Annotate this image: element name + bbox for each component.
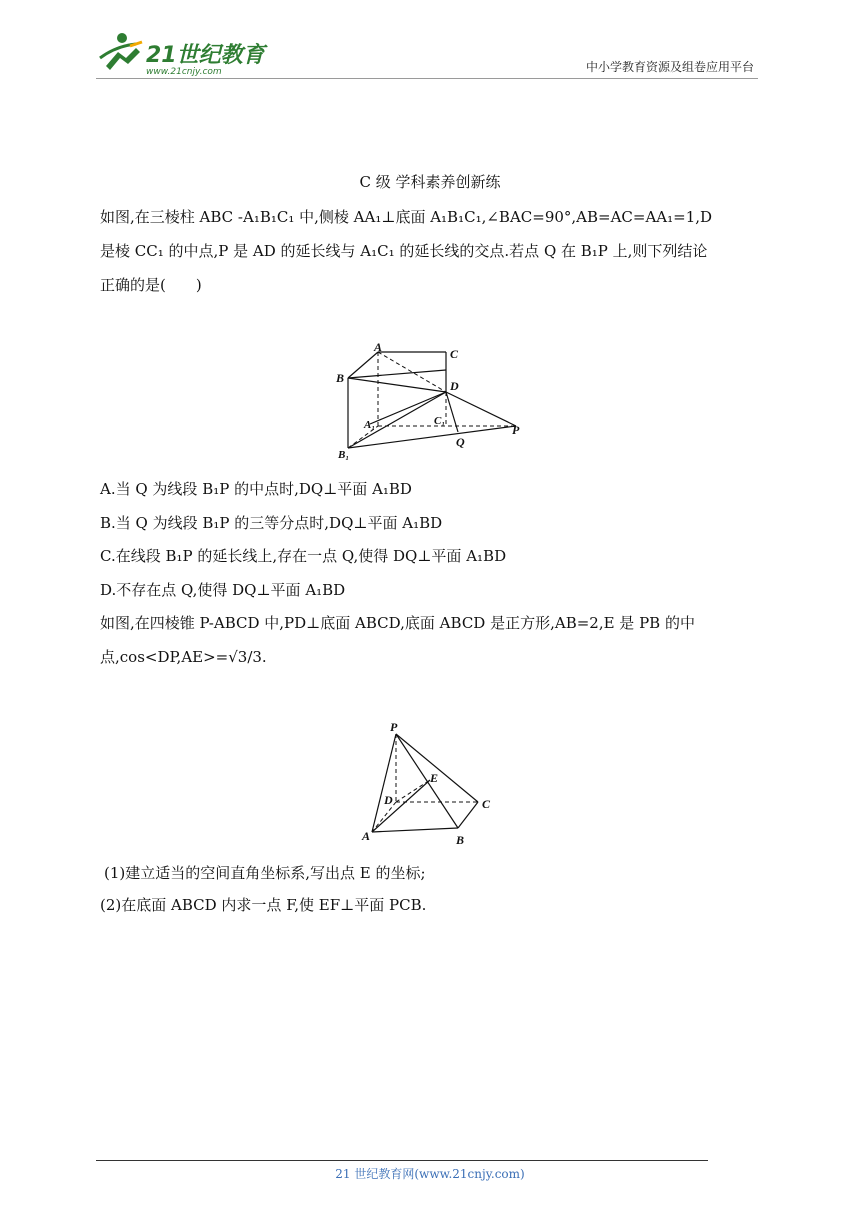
fig15-label-P: P [512, 423, 520, 437]
fig15-label-Q: Q [456, 435, 465, 449]
logo-21cnjy [96, 28, 296, 78]
fig16-label-P: P [390, 720, 398, 734]
q15-stem-line3: 正确的是( ) [100, 276, 202, 294]
q15-stem [100, 200, 760, 302]
fig15-label-A: A [374, 340, 383, 354]
fig16-label-C: C [482, 797, 491, 811]
q15-stem-line1: 如图,在三棱柱 ABC -A₁B₁C₁ 中,侧棱 AA₁⊥底面 A₁B₁C₁,∠BAC=90°,AB=AC=AA₁=1,D [100, 208, 713, 226]
fig16-label-B: B [456, 833, 465, 847]
logo-main-text: 21世纪教育 [146, 43, 265, 68]
fig15-label-D: D [450, 379, 459, 393]
fig15-label-B: B [336, 371, 345, 385]
header-platform-text: 中小学教育资源及组卷应用平台 [585, 60, 754, 74]
q16-sub2: (2)在底面 ABCD 内求一点 F,使 EF⊥平面 PCB. [100, 896, 427, 914]
fig15-label-B1: B₁ [338, 449, 350, 461]
q15-option-c: C.在线段 B₁P 的延长线上,存在一点 Q,使得 DQ⊥平面 A₁BD [100, 547, 507, 565]
fig16-label-D: D [384, 793, 393, 807]
q16-stem-line1: 如图,在四棱锥 P-ABCD 中,PD⊥底面 ABCD,底面 ABCD 是正方形,AB=2,E 是 PB 的中 [100, 614, 695, 632]
q16-stem-line2: 点,cos<DP,AE>=√3/3. [100, 648, 267, 666]
fig15-label-C1: C₁ [434, 415, 446, 427]
q15-option-b: B.当 Q 为线段 B₁P 的三等分点时,DQ⊥平面 A₁BD [100, 514, 443, 532]
q16-stem [100, 606, 760, 674]
fig16-label-A: A [362, 829, 371, 843]
q15-option-a: A.当 Q 为线段 B₁P 的中点时,DQ⊥平面 A₁BD [100, 480, 412, 498]
q15-option-d: D.不存在点 Q,使得 DQ⊥平面 A₁BD [100, 581, 346, 599]
footer-divider [96, 1160, 708, 1161]
q15-stem-line2: 是棱 CC₁ 的中点,P 是 AD 的延长线与 A₁C₁ 的延长线的交点.若点 Q 在 B₁P 上,则下列结论 [100, 242, 708, 260]
header-divider [96, 78, 758, 79]
fig16-label-E: E [430, 771, 439, 785]
logo-url-text: www.21cnjy.com [146, 67, 222, 77]
q16-sub1: (1)建立适当的空间直角坐标系,写出点 E 的坐标; [104, 864, 426, 882]
page-header [96, 28, 758, 80]
q16-pyramid-figure [360, 718, 500, 848]
q15-prism-figure [330, 340, 530, 465]
fig15-label-A1: A₁ [364, 419, 376, 431]
section-title: C 级 学科素养创新练 [359, 173, 501, 191]
fig15-label-C: C [450, 347, 459, 361]
footer-text: 21 世纪教育网(www.21cnjy.com) [335, 1167, 525, 1181]
